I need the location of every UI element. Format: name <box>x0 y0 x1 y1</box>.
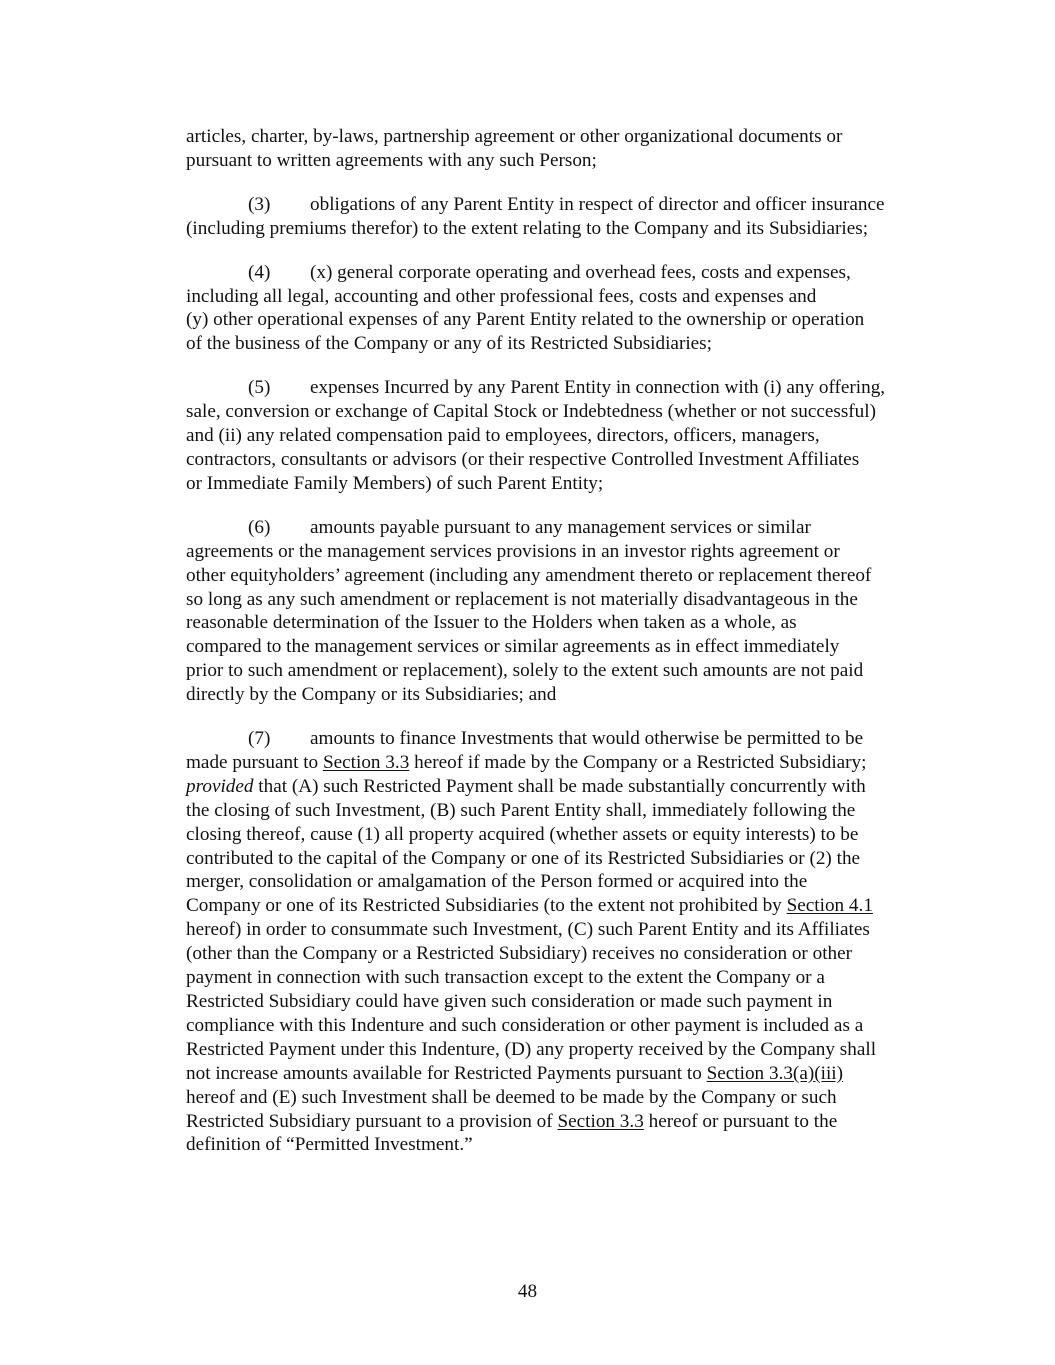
section-reference-link[interactable]: Section 3.3(a)(iii) <box>706 1062 843 1084</box>
page-number: 48 <box>517 1281 538 1302</box>
section-reference-link[interactable]: Section 4.1 <box>786 895 873 917</box>
text-line: (including premiums therefor) to the extent relating to the Company and its Subsidiaries; <box>186 217 869 239</box>
text-line: (x) general corporate operating and overhead fees, costs and expenses, <box>310 261 851 283</box>
clause-6 <box>186 516 931 707</box>
text-line: other equityholders’ agreement (including any amendment thereto or replacement thereof <box>186 564 872 586</box>
clause-4 <box>186 261 931 357</box>
clause-5 <box>186 376 931 496</box>
text-line: contractors, consultants or advisors (or their respective Controlled Investment Affiliates <box>186 448 860 470</box>
text-fragment: Company or one of its Restricted Subsidiaries (to the extent not prohibited by <box>186 895 787 917</box>
text-line: agreements or the management services provisions in an investor rights agreement or <box>186 540 840 562</box>
text-line: payment in connection with such transaction except to the extent the Company or a <box>186 967 825 989</box>
text-line: Restricted Payment under this Indenture, (D) any property received by the Company shall <box>186 1038 877 1060</box>
section-reference-link[interactable]: Section 3.3 <box>557 1110 644 1132</box>
text-line: definition of “Permitted Investment.” <box>186 1134 473 1156</box>
text-line: directly by the Company or its Subsidiaries; and <box>186 684 557 706</box>
clause-number: (3) <box>248 193 271 215</box>
text-line: merger, consolidation or amalgamation of the Person formed or acquired into the <box>186 871 808 893</box>
text-line: expenses Incurred by any Parent Entity in connection with (i) any offering, <box>310 377 886 399</box>
text-line: hereof and (E) such Investment shall be deemed to be made by the Company or such <box>186 1086 837 1108</box>
text-fragment: that (A) such Restricted Payment shall be made substantially concurrently with <box>253 775 866 797</box>
document-body <box>186 125 931 1177</box>
text-line: so long as any such amendment or replacement is not materially disadvantageous in the <box>186 588 858 610</box>
text-line: including all legal, accounting and other professional fees, costs and expenses and <box>186 285 817 307</box>
clause-number: (7) <box>248 728 271 750</box>
text-line: reasonable determination of the Issuer to the Holders when taken as a whole, as <box>186 612 797 634</box>
text-line: obligations of any Parent Entity in respect of director and officer insurance <box>310 193 885 215</box>
text-fragment: hereof if made by the Company or a Restricted Subsidiary; <box>409 751 867 773</box>
text-fragment: hereof or pursuant to the <box>643 1110 838 1132</box>
text-line: articles, charter, by-laws, partnership agreement or other organizational documents or <box>186 126 843 147</box>
text-fragment: made pursuant to <box>186 751 323 773</box>
text-line: pursuant to written agreements with any such Person; <box>186 149 597 171</box>
emphasis-provided: provided <box>186 775 254 797</box>
text-line: hereof) in order to consummate such Investment, (C) such Parent Entity and its Affiliates <box>186 919 870 941</box>
text-line: prior to such amendment or replacement), solely to the extent such amounts are not paid <box>186 660 864 682</box>
text-line: sale, conversion or exchange of Capital Stock or Indebtedness (whether or not successful) <box>186 401 877 423</box>
text-line: (other than the Company or a Restricted Subsidiary) receives no consideration or other <box>186 943 853 965</box>
clause-3 <box>186 193 931 241</box>
section-reference-link[interactable]: Section 3.3 <box>322 751 410 773</box>
text-line: closing thereof, cause (1) all property acquired (whether assets or equity interests) to be <box>186 823 859 845</box>
paragraph-continuation <box>186 125 931 173</box>
text-line: compliance with this Indenture and such consideration or other payment is included as a <box>186 1014 864 1036</box>
text-line: compared to the management services or similar agreements as in effect immediately <box>186 636 840 658</box>
text-line: the closing of such Investment, (B) such Parent Entity shall, immediately following the <box>186 799 856 821</box>
clause-number: (4) <box>248 261 271 283</box>
clause-7 <box>186 727 931 1157</box>
text-line: of the business of the Company or any of its Restricted Subsidiaries; <box>186 333 712 355</box>
text-line: amounts to finance Investments that would otherwise be permitted to be <box>310 728 864 750</box>
text-line: amounts payable pursuant to any management services or similar <box>310 516 811 538</box>
text-line: Restricted Subsidiary could have given such consideration or made such payment in <box>186 991 833 1012</box>
text-line: or Immediate Family Members) of such Parent Entity; <box>186 472 604 494</box>
text-fragment: not increase amounts available for Restricted Payments pursuant to <box>186 1062 707 1084</box>
text-line: and (ii) any related compensation paid to employees, directors, officers, managers, <box>186 425 820 447</box>
text-fragment: Restricted Subsidiary pursuant to a provision of <box>186 1110 558 1132</box>
clause-number: (5) <box>248 377 271 399</box>
text-line: contributed to the capital of the Company or one of its Restricted Subsidiaries or (2) the <box>186 847 861 869</box>
text-line: (y) other operational expenses of any Parent Entity related to the ownership or operation <box>186 309 865 331</box>
clause-number: (6) <box>248 516 271 538</box>
